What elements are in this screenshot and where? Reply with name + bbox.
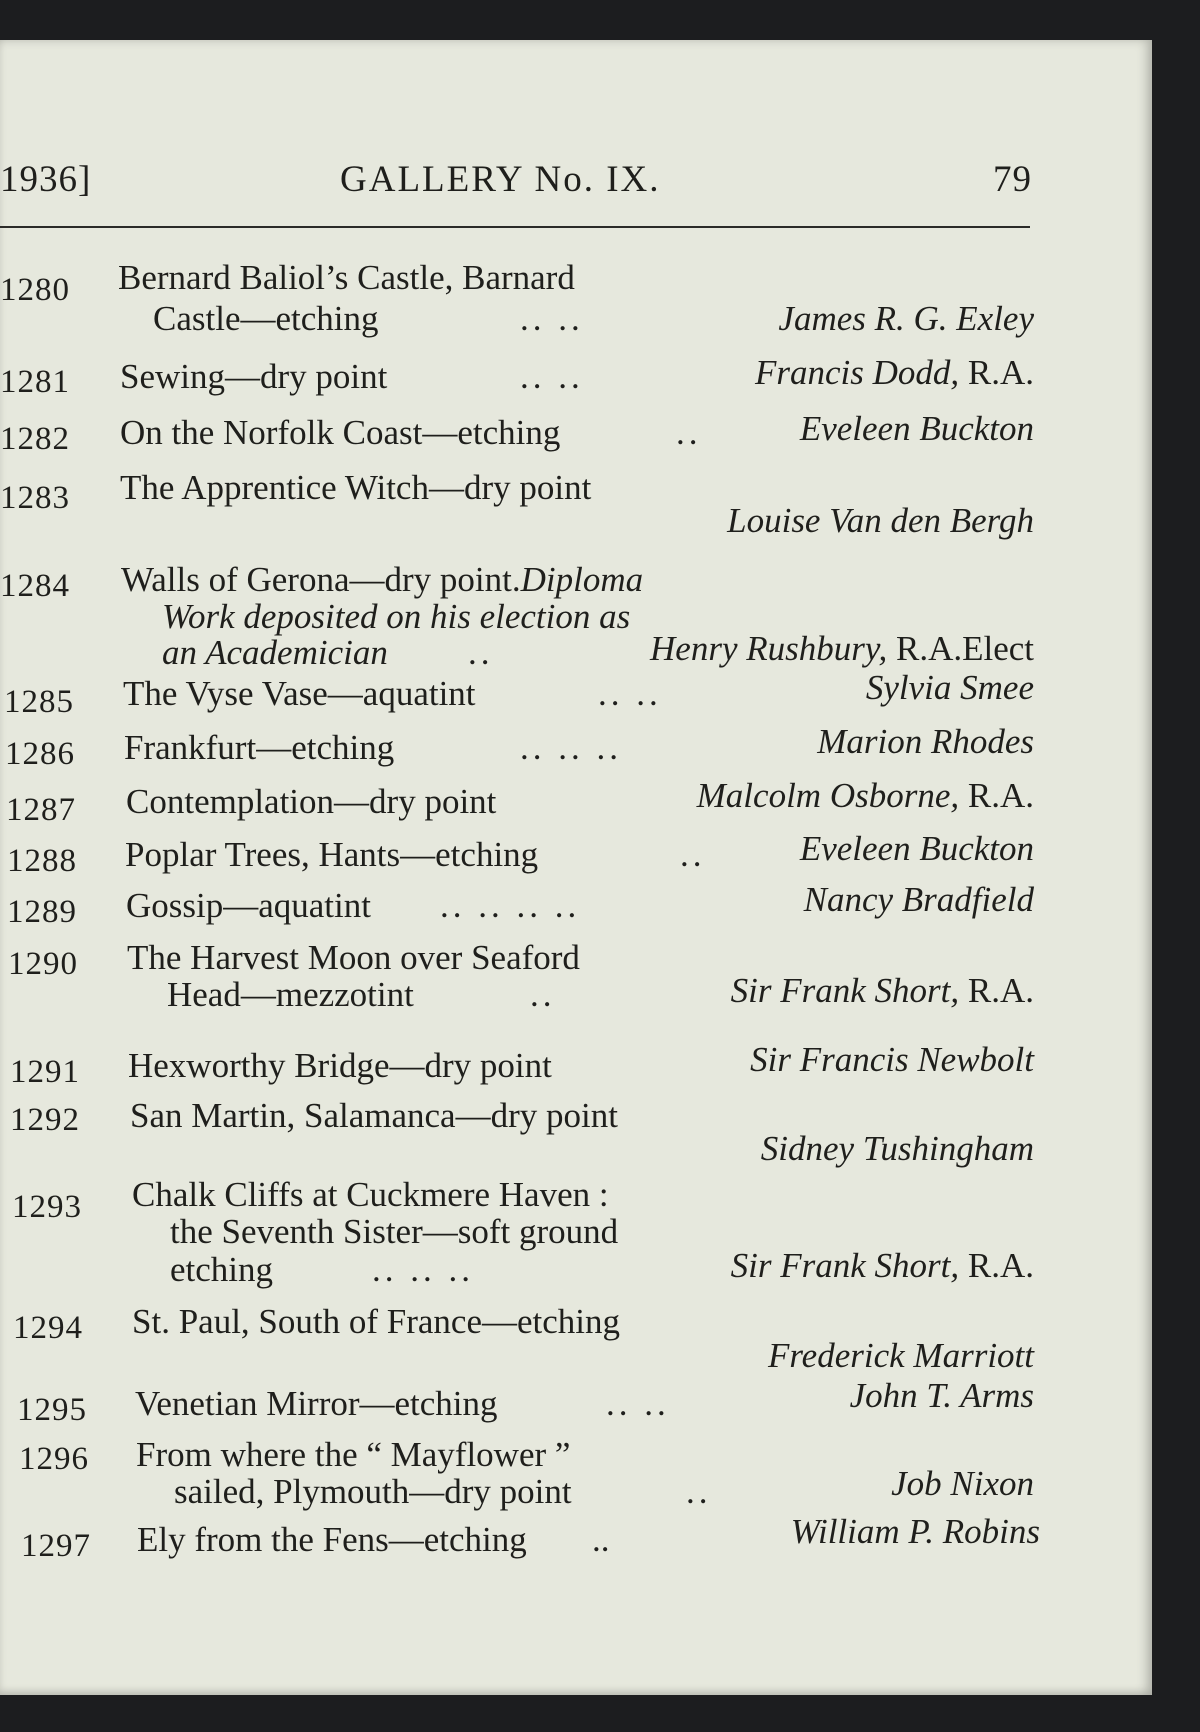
entry-title-line: Contemplation—dry point — [126, 782, 497, 821]
artist-name: James R. G. Exley — [778, 299, 1034, 338]
leader-dots: .. .. .. — [520, 728, 622, 767]
artist-name: Frederick Marriott — [767, 1336, 1034, 1375]
leader-dots: .. .. .. — [372, 1250, 474, 1289]
entry-number: 1285 — [4, 684, 74, 720]
leader-dots: .. .. — [520, 357, 584, 396]
entry-title-line: the Seventh Sister—soft ground — [170, 1212, 619, 1251]
entry-title-line: From where the “ Mayflower ” — [136, 1435, 571, 1474]
entry-title-line: Bernard Baliol’s Castle, Barnard — [118, 258, 575, 297]
leader-dots: .. — [592, 1520, 610, 1559]
page-header — [0, 158, 1040, 208]
entry-title-line: St. Paul, South of France—etching — [132, 1302, 621, 1341]
artist-name: John T. Arms — [849, 1376, 1034, 1415]
artist-name: Francis Dodd, R.A. — [754, 353, 1034, 392]
entry-title-line: Gossip—aquatint — [126, 886, 371, 925]
leader-dots: .. .. .. .. — [440, 886, 581, 925]
artist-name: Eveleen Buckton — [799, 829, 1034, 868]
entry-title-line: Ely from the Fens—etching — [137, 1520, 527, 1559]
artist-name: Malcolm Osborne, R.A. — [696, 776, 1034, 815]
entry-title-line: On the Norfolk Coast—etching — [120, 413, 561, 452]
leader-dots: .. — [676, 413, 702, 452]
artist-name: Sylvia Smee — [865, 668, 1034, 707]
entry-number: 1284 — [0, 568, 70, 604]
entry-title-line: Work deposited on his election as — [162, 597, 631, 636]
entry-title-line: Venetian Mirror—etching — [135, 1384, 498, 1423]
entry-number: 1295 — [17, 1392, 87, 1428]
entry-title-line: The Harvest Moon over Seaford — [127, 938, 580, 977]
entry-number: 1292 — [10, 1102, 80, 1138]
artist-name: William P. Robins — [790, 1512, 1040, 1551]
artist-name: Sir Frank Short, R.A. — [730, 1246, 1034, 1285]
entry-number: 1283 — [0, 480, 70, 516]
entry-title-line: Chalk Cliffs at Cuckmere Haven : — [132, 1175, 609, 1214]
entry-number: 1282 — [0, 421, 70, 457]
entry-number: 1291 — [10, 1054, 80, 1090]
artist-name: Louise Van den Bergh — [727, 501, 1034, 540]
artist-name: Sir Francis Newbolt — [750, 1040, 1034, 1079]
artist-name: Eveleen Buckton — [799, 409, 1034, 448]
entry-number: 1293 — [12, 1189, 82, 1225]
artist-name: Sir Frank Short, R.A. — [730, 971, 1034, 1010]
artist-name: Henry Rushbury, R.A.Elect — [650, 629, 1034, 668]
entry-number: 1289 — [7, 894, 77, 930]
entry-title-line: San Martin, Salamanca—dry point — [130, 1096, 618, 1135]
entry-title-line: Head—mezzotint — [167, 975, 414, 1014]
artist-name: Marion Rhodes — [817, 722, 1034, 761]
entry-number: 1287 — [6, 792, 76, 828]
entry-number: 1286 — [5, 736, 75, 772]
entry-title-line: The Vyse Vase—aquatint — [123, 674, 476, 713]
leader-dots: .. .. — [606, 1384, 670, 1423]
entry-title-line: Walls of Gerona—dry point.Diploma — [121, 560, 644, 599]
entry-number: 1290 — [8, 946, 78, 982]
entry-number: 1280 — [0, 272, 70, 308]
entry-title-line: Frankfurt—etching — [124, 728, 395, 767]
artist-name: Sidney Tushingham — [760, 1129, 1034, 1168]
entry-number: 1297 — [21, 1528, 91, 1564]
leader-dots: .. — [680, 835, 706, 874]
entry-title-line: Sewing—dry point — [120, 357, 388, 396]
catalogue-page — [0, 40, 1152, 1695]
page-number: 79 — [993, 159, 1032, 200]
artist-name: Nancy Bradfield — [803, 880, 1034, 919]
entry-title-line: Poplar Trees, Hants—etching — [125, 835, 539, 874]
entry-title-line: Castle—etching — [153, 299, 379, 338]
leader-dots: .. .. — [520, 299, 584, 338]
entry-number: 1281 — [0, 364, 70, 400]
leader-dots: .. — [530, 975, 556, 1014]
artist-name: Job Nixon — [891, 1464, 1034, 1503]
entry-title-line: sailed, Plymouth—dry point — [174, 1472, 572, 1511]
entry-title-line: an Academician — [162, 633, 388, 672]
header-title: GALLERY No. IX. — [340, 159, 661, 200]
entry-number: 1296 — [19, 1441, 89, 1477]
header-rule — [0, 226, 1030, 228]
entry-title-line: The Apprentice Witch—dry point — [120, 468, 592, 507]
entry-number: 1294 — [13, 1310, 83, 1346]
leader-dots: .. .. — [598, 674, 662, 713]
entry-number: 1288 — [7, 843, 77, 879]
entry-title-line: etching — [170, 1250, 274, 1289]
entry-title-line: Hexworthy Bridge—dry point — [128, 1046, 552, 1085]
leader-dots: .. — [686, 1472, 712, 1511]
leader-dots: .. — [468, 633, 494, 672]
header-year: 1936] — [0, 159, 92, 200]
